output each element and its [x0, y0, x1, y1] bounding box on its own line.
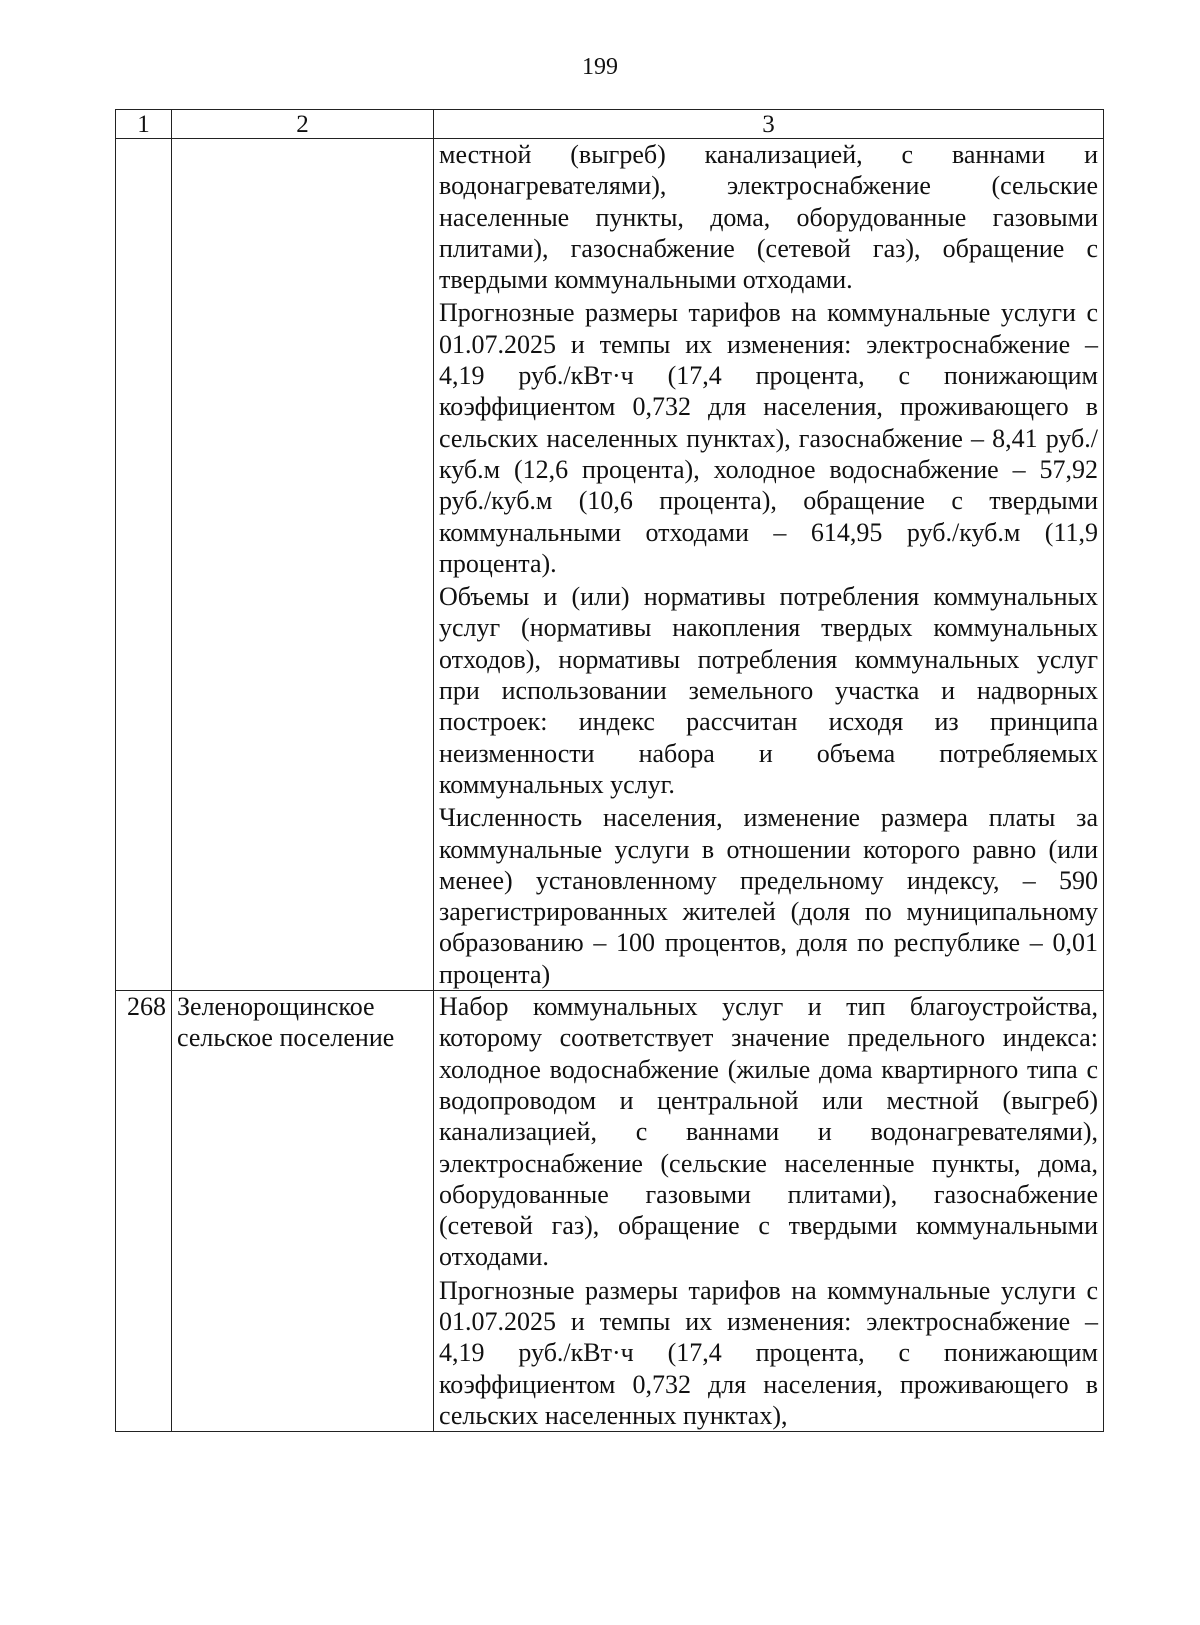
paragraph: Прогнозные размеры тарифов на коммунальные услуги с 01.07.2025 и темпы их изменения: электроснабжение – 4,19 руб./кВт·ч (17,4 процента, с понижающим коэффициентом 0,732 для населения, проживающего в сельских населенных пунктах), газоснабжение – 8,41 руб./куб.м (12,6 процента), холодное водоснабжение – 57,92 руб./куб.м (10,6 процента), обращение с твердыми коммунальными отходами – 614,95 руб./куб.м (11,9 процента). [439, 298, 1098, 578]
paragraph: Объемы и (или) нормативы потребления коммунальных услуг (нормативы накопления твердых коммунальных отходов), нормативы потребления коммунальных услуг при использовании земельного участка и надворных построек: индекс рассчитан исходя из принципа неизменности набора и объема потребляемых коммунальных услуг. [439, 582, 1098, 799]
row-description [434, 991, 1104, 1432]
page-number: 199 [582, 54, 618, 80]
table-row [116, 991, 1104, 1432]
table-row [116, 139, 1104, 991]
paragraph: местной (выгреб) канализацией, с ваннами и водонагревателями), электроснабжение (сельские населенные пункты, дома, оборудованные газовыми плитами), газоснабжение (сетевой газ), обращение с твердыми коммунальными отходами. [439, 140, 1098, 295]
tariff-table [115, 109, 1104, 1432]
municipality-name [172, 139, 434, 991]
row-number: 268 [116, 991, 172, 1432]
row-number [116, 139, 172, 991]
municipality-name: Зеленорощинское сельское поселение [172, 991, 434, 1432]
column-header-1: 1 [116, 110, 172, 139]
paragraph: Набор коммунальных услуг и тип благоустройства, которому соответствует значение предельного индекса: холодное водоснабжение (жилые дома квартирного типа с водопроводом и центральной или местной (выгреб) канализацией, с ваннами и водонагревателями), электроснабжение (сельские населенные пункты, дома, оборудованные газовыми плитами), газоснабжение (сетевой газ), обращение с твердыми коммунальными отходами. [439, 992, 1098, 1272]
row-description [434, 139, 1104, 991]
paragraph: Прогнозные размеры тарифов на коммунальные услуги с 01.07.2025 и темпы их изменения: электроснабжение – 4,19 руб./кВт·ч (17,4 процента, с понижающим коэффициентом 0,732 для населения, проживающего в сельских населенных пунктах), [439, 1275, 1098, 1430]
column-header-3: 3 [434, 110, 1104, 139]
table-header-row [116, 110, 1104, 139]
paragraph: Численность населения, изменение размера платы за коммунальные услуги в отношении которого равно (или менее) установленному предельному индексу, – 590 зарегистрированных жителей (доля по муниципальному образованию – 100 процентов, доля по республике – 0,01 процента) [439, 803, 1098, 989]
column-header-2: 2 [172, 110, 434, 139]
